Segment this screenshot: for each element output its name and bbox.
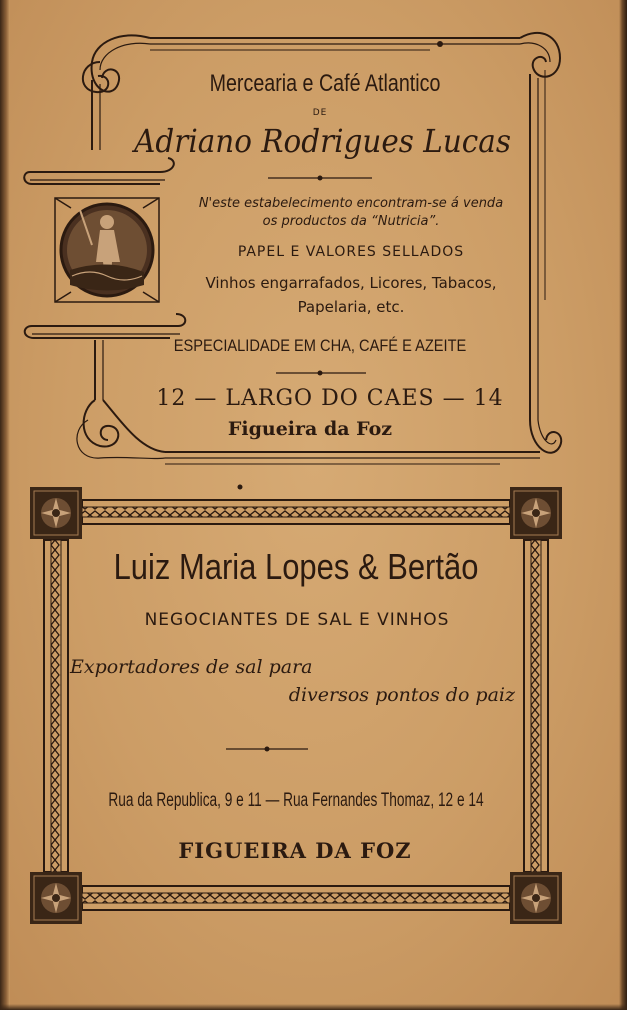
top-ad-vinhos-line2: Papelaria, etc. [297,298,405,316]
bottom-ad-firm-name: Luiz Maria Lopes & Bertão [113,546,479,587]
corner-rosette-icon [510,872,562,924]
corner-rosette-icon [30,872,82,924]
top-ad-specialty: ESPECIALIDADE EM CHA, CAFÉ E AZEITE [173,336,467,355]
top-ad-papel-line: PAPEL E VALORES SELLADOS [237,244,465,260]
top-ad-heading: Mercearia e Café Atlantico [209,70,441,97]
top-ad-vinhos-line1: Vinhos engarrafados, Licores, Tabacos, [205,274,497,292]
corner-rosette-icon [510,487,562,539]
top-ad-owner-name: Adriano Rodrigues Lucas [134,122,511,160]
bottom-ad-address: Rua da Republica, 9 e 11 — Rua Fernandes Thomaz, 12 e 14 [108,790,484,811]
top-ad-de-label: DE [312,108,328,118]
bottom-ad-export-line2: diversos pontos do paiz [288,684,515,706]
bottom-ad-trade: NEGOCIANTES DE SAL E VINHOS [144,610,450,630]
bottom-ad-export-line1: Exportadores de sal para [70,656,313,678]
corner-rosette-icon [30,487,82,539]
top-ad-city: Figueira da Foz [227,418,393,440]
top-ad-intro-line2: os productos da “Nutricia”. [262,214,440,229]
top-ad-address: 12 — LARGO DO CAES — 14 [156,386,504,411]
top-ad-intro-line1: N'este estabelecimento encontram-se á venda [198,196,504,211]
bottom-ad-city: FIGUEIRA DA FOZ [178,838,412,863]
